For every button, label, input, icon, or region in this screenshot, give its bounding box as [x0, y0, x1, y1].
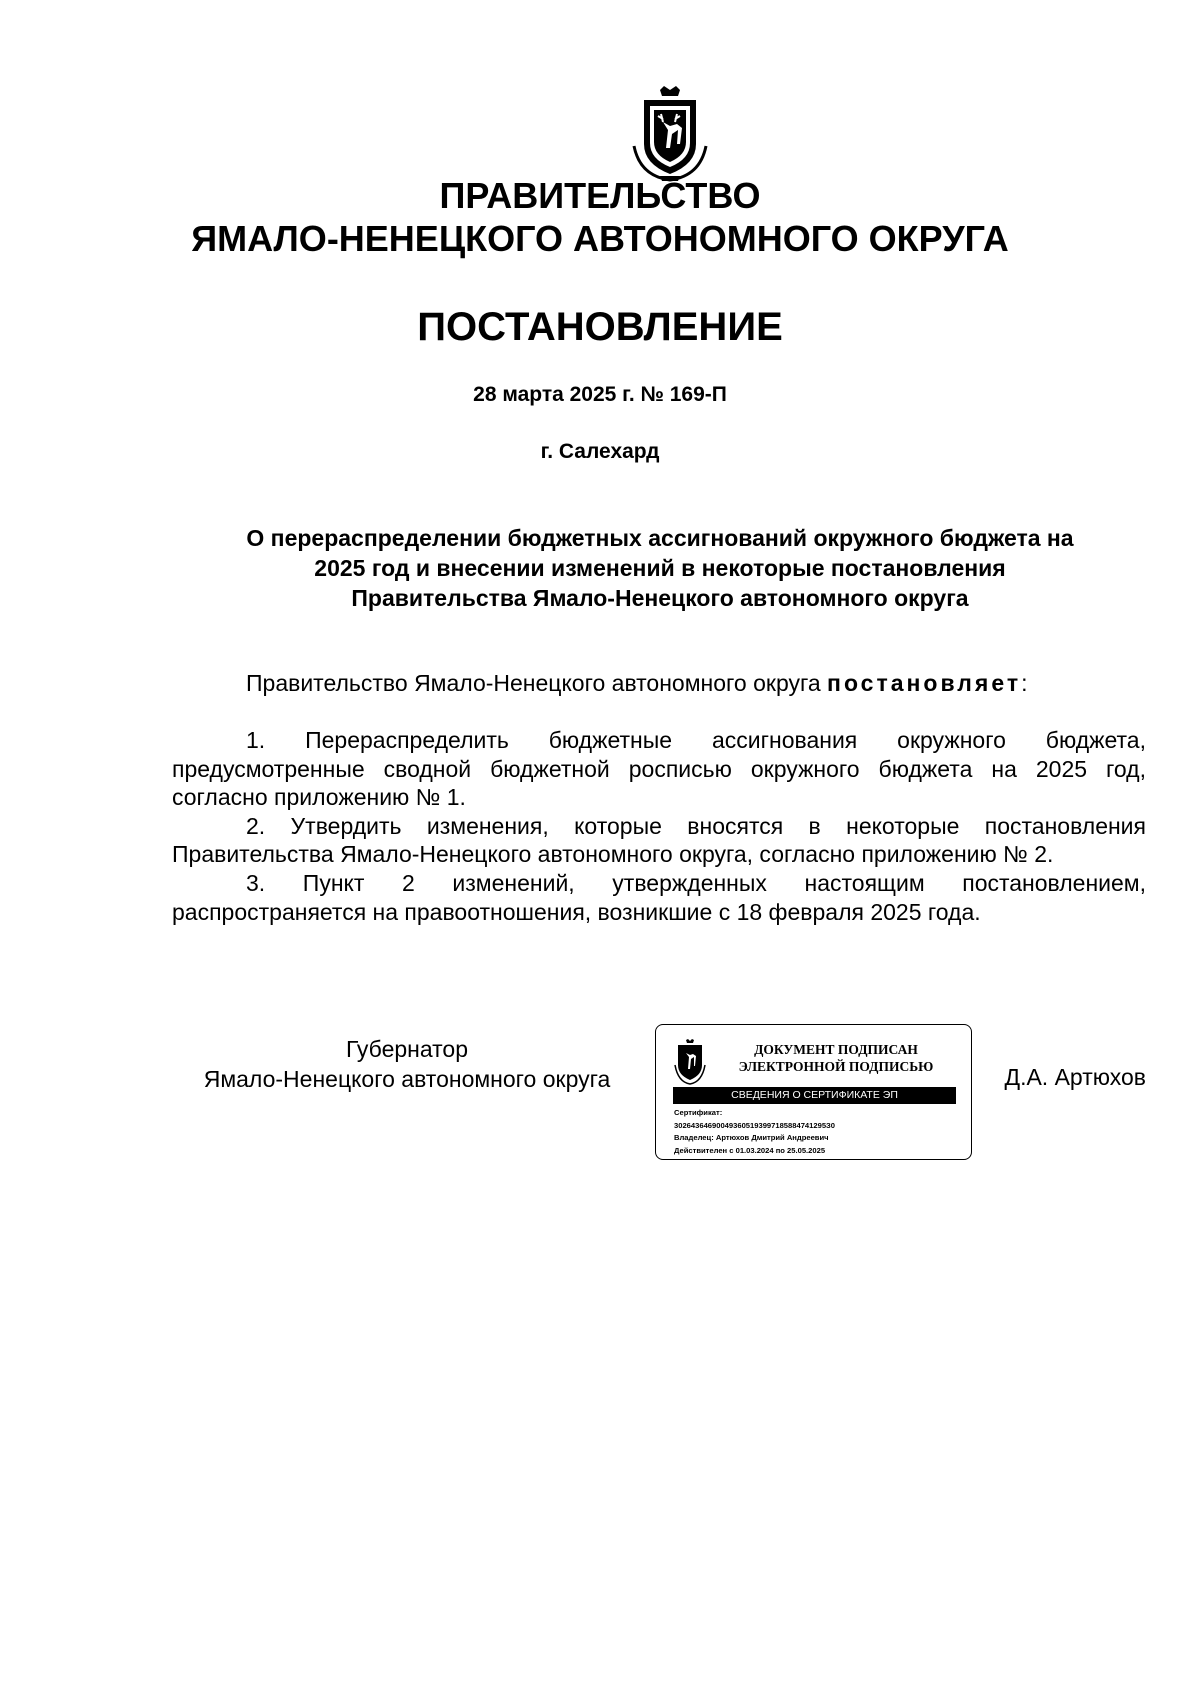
intro-paragraph [172, 669, 1146, 698]
intro-suffix: : [1021, 670, 1028, 696]
stamp-owner: Владелец: Артюхов Дмитрий Андреевич [674, 1133, 829, 1142]
stamp-certificate-bar: СВЕДЕНИЯ О СЕРТИФИКАТЕ ЭП [673, 1087, 956, 1104]
heading-line: 2025 год и внесении изменений в некоторые постановления [314, 555, 1006, 581]
heading-line: О перераспределении бюджетных ассигнований окружного бюджета на [246, 525, 1074, 551]
signatory-title [172, 1034, 642, 1094]
resolution-items [172, 726, 1146, 926]
heading-line: Правительства Ямало-Ненецкого автономного округа [351, 585, 969, 611]
stamp-emblem-icon [673, 1039, 707, 1085]
document-city: г. Салехард [540, 440, 660, 463]
resolution-item: 3. Пункт 2 изменений, утвержденных настоящим постановлением, распространяется на правоотношения, возникшие с 18 февраля 2025 года. [172, 869, 1146, 925]
document-type-title: ПОСТАНОВЛЕНИЕ [417, 305, 783, 349]
signatory-title-line1: Губернатор [345, 1036, 469, 1062]
document-heading [160, 523, 1160, 613]
document-date-number: 28 марта 2025 г. № 169-П [473, 383, 727, 406]
signatory-title-line2: Ямало-Ненецкого автономного округа [203, 1066, 611, 1092]
stamp-header-line2: ЭЛЕКТРОННОЙ ПОДПИСЬЮ [738, 1059, 934, 1074]
stamp-cert-label: Сертификат: [674, 1108, 723, 1117]
intro-text: Правительство Ямало-Ненецкого автономного округа [246, 670, 828, 696]
government-name-line2: ЯМАЛО-НЕНЕЦКОГО АВТОНОМНОГО ОКРУГА [191, 218, 1009, 259]
stamp-certificate-details [674, 1107, 835, 1157]
signatory-name: Д.А. Артюхов [1004, 1064, 1146, 1090]
intro-keyword: постановляет [827, 670, 1022, 696]
stamp-header-line1: ДОКУМЕНТ ПОДПИСАН [754, 1042, 918, 1057]
resolution-item: 2. Утвердить изменения, которые вносятся в некоторые постановления Правительства Ямало-Ненецкого автономного округа, согласно приложению № 2. [172, 812, 1146, 868]
resolution-item: 1. Перераспределить бюджетные ассигнования окружного бюджета, предусмотренные сводной бюджетной росписью окружного бюджета на 2025 год, согласно приложению № 1. [172, 727, 1146, 811]
stamp-header [716, 1041, 956, 1075]
government-name-line1: ПРАВИТЕЛЬСТВО [439, 175, 761, 216]
stamp-validity: Действителен с 01.03.2024 по 25.05.2025 [674, 1145, 826, 1155]
electronic-signature-stamp [655, 1024, 972, 1160]
stamp-cert-number: 302643646900493605193997185884741295З0 [674, 1120, 836, 1130]
coat-of-arms-emblem [630, 86, 710, 182]
